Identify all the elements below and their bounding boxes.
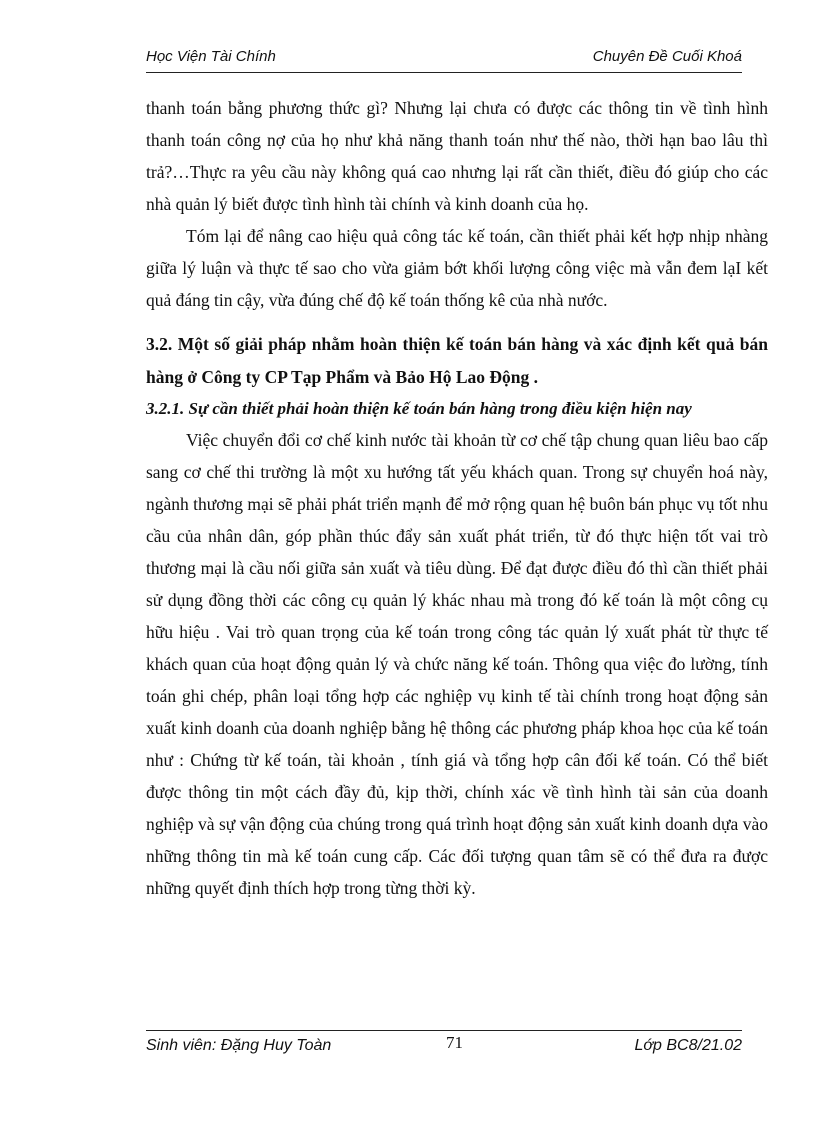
paragraph-2: Tóm lại để nâng cao hiệu quả công tác kế toán, cần thiết phải kết hợp nhịp nhàng giữa lý luận và thực tế sao cho vừa giảm bớt khối lượng công việc mà vẫn đem lạI kết quả đáng tin cậy, vừa đúng chế độ kế toán thống kê của nhà nước. [146,226,768,310]
subsection-heading: 3.2.1. Sự cần thiết phải hoàn thiện kế toán bán hàng trong điều kiện hiện nay [146,399,692,418]
page-number: 71 [446,1033,463,1052]
header-document-type: Chuyên Đề Cuối Khoá [592,48,742,65]
footer-student: Sinh viên: Đặng Huy Toàn [146,1037,332,1054]
section-heading: 3.2. Một số giải pháp nhằm hoàn thiện kế toán bán hàng và xác định kết quả bán hàng ở Công ty CP Tạp Phẩm và Bảo Hộ Lao Động . [146,334,768,387]
paragraph-1: thanh toán bằng phương thức gì? Nhưng lại chưa có được các thông tin về tình hình thanh toán công nợ của họ như khả năng thanh toán như thế nào, thời hạn bao lâu thì trả?…Thực ra yêu cầu này không quá cao nhưng lại rất cần thiết, điều đó giúp cho các nhà quản lý biết được tình hình tài chính và kinh doanh của họ. [146,98,768,214]
page-header [146,44,742,73]
spacer [146,316,768,328]
header-institution: Học Viện Tài Chính [146,48,276,65]
page-content [146,92,768,904]
page-footer [146,1030,742,1063]
paragraph-3: Việc chuyển đổi cơ chế kinh nước tài khoản từ cơ chế tập chung quan liêu bao cấp sang cơ chế thi trường là một xu hướng tất yếu khách quan. Trong sự chuyển hoá này, ngành thương mại sẽ phải phát triển mạnh để mở rộng quan hệ buôn bán phục vụ tốt nhu cầu của nhân dân, góp phần thúc đẩy sản xuất phát triển, từ đó thực hiện tốt vai trò thương mại là cầu nối giữa sản xuất và tiêu dùng. Để đạt được điều đó thì cần thiết phải sử dụng đồng thời các công cụ quản lý khác nhau mà trong đó kế toán là một công cụ hữu hiệu . Vai trò quan trọng của kế toán trong công tác quản lý xuất phát từ thực tế khách quan của hoạt động quản lý và chức năng kế toán. Thông qua việc đo lường, tính toán ghi chép, phân loại tổng hợp các nghiệp vụ kinh tế tài chính trong hoạt động sản xuất kinh doanh của doanh nghiệp bằng hệ thông các phương pháp khoa học của kế toán như : Chứng từ kế toán, tài khoản , tính giá và tổng hợp cân đối kế toán. Có thể biết được thông tin một cách đầy đủ, kịp thời, chính xác về tình hình tài sản của doanh nghiệp và sự vận động của chúng trong quá trình hoạt động sản xuất kinh doanh dựa vào những thông tin mà kế toán cung cấp. Các đối tượng quan tâm sẽ có thể đưa ra được những quyết định thích hợp trong từng thời kỳ. [146,430,768,898]
footer-class: Lớp BC8/21.02 [634,1037,742,1054]
